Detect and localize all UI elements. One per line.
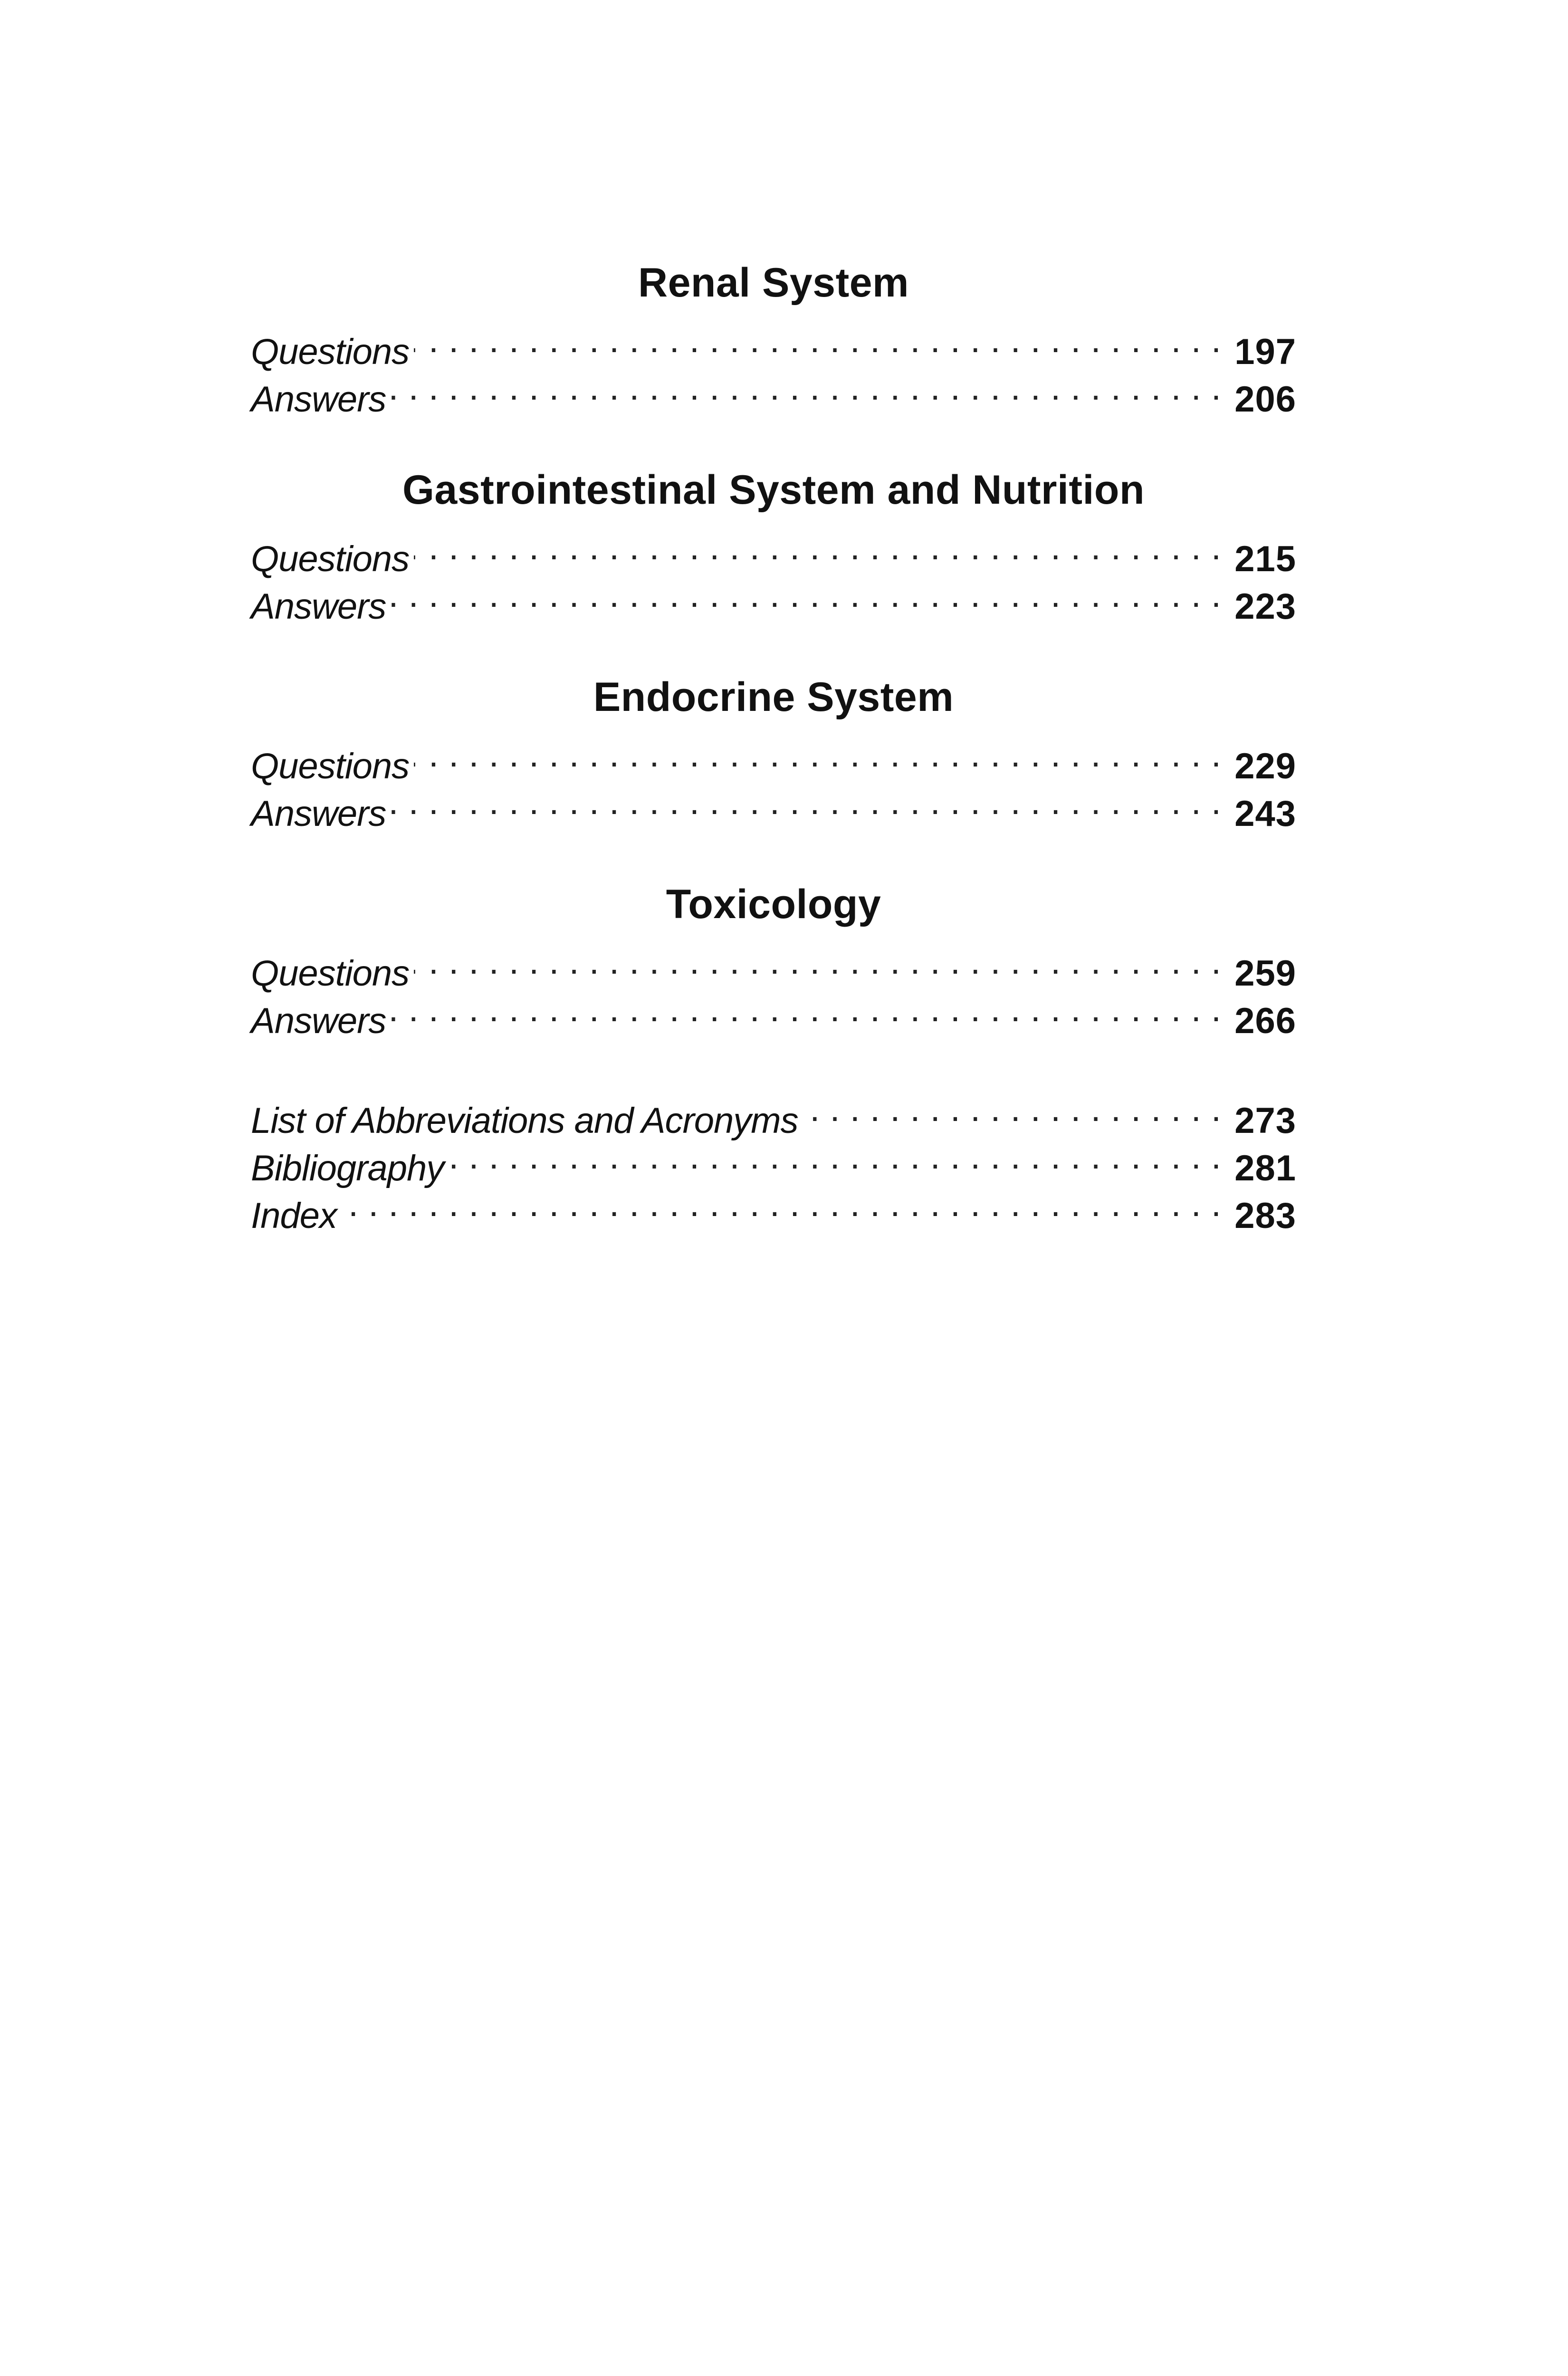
entry-page-number: 243	[1234, 794, 1296, 834]
entry-page-number: 223	[1234, 586, 1296, 627]
dot-leader	[414, 524, 1221, 571]
toc-entry-questions[interactable]	[251, 938, 1296, 994]
entry-label: Bibliography	[251, 1148, 444, 1188]
entry-page-number: 229	[1234, 746, 1296, 786]
dot-leader	[414, 316, 1221, 364]
toc-entry-index[interactable]	[251, 1180, 1296, 1236]
entry-label: Answers	[251, 379, 386, 420]
toc-entry-answers[interactable]	[251, 364, 1296, 420]
toc-entry-answers[interactable]	[251, 571, 1296, 627]
section-heading: Toxicology	[666, 881, 881, 927]
entry-page-number: 283	[1234, 1196, 1296, 1236]
toc-entry-answers[interactable]	[251, 986, 1296, 1041]
toc-entry-abbreviations[interactable]	[251, 1085, 1296, 1141]
entry-label: Answers	[251, 794, 386, 834]
entry-label: Questions	[251, 953, 410, 994]
toc-section-toxicology	[251, 878, 1296, 1041]
dot-leader	[414, 938, 1221, 986]
toc-entry-questions[interactable]	[251, 731, 1296, 786]
section-heading: Renal System	[638, 260, 909, 306]
dot-leader	[391, 364, 1221, 412]
toc-section-gastrointestinal-system	[251, 464, 1296, 627]
dot-leader	[449, 1133, 1221, 1180]
toc-entry-questions[interactable]	[251, 524, 1296, 579]
dot-leader	[391, 571, 1221, 619]
toc-backmatter	[251, 1085, 1296, 1236]
toc-entry-questions[interactable]	[251, 316, 1296, 372]
section-heading: Gastrointestinal System and Nutrition	[402, 467, 1145, 513]
entry-label: Index	[251, 1196, 337, 1236]
entry-page-number: 273	[1234, 1101, 1296, 1141]
entry-label: Answers	[251, 1001, 386, 1041]
table-of-contents	[251, 257, 1296, 1236]
entry-page-number: 266	[1234, 1001, 1296, 1041]
dot-leader	[803, 1085, 1221, 1133]
dot-leader	[391, 778, 1221, 826]
dot-leader	[414, 731, 1221, 778]
entry-page-number: 197	[1234, 332, 1296, 372]
entry-label: Questions	[251, 746, 410, 786]
entry-label: Answers	[251, 586, 386, 627]
section-heading: Endocrine System	[593, 674, 954, 720]
toc-entry-answers[interactable]	[251, 778, 1296, 834]
entry-page-number: 215	[1234, 539, 1296, 579]
entry-page-number: 281	[1234, 1148, 1296, 1188]
entry-label: Questions	[251, 539, 410, 579]
toc-section-endocrine-system	[251, 671, 1296, 834]
dot-leader	[342, 1180, 1221, 1228]
entry-page-number: 206	[1234, 379, 1296, 420]
dot-leader	[391, 986, 1221, 1033]
entry-label: List of Abbreviations and Acronyms	[251, 1101, 798, 1141]
entry-page-number: 259	[1234, 953, 1296, 994]
toc-section-renal-system	[251, 257, 1296, 420]
entry-label: Questions	[251, 332, 410, 372]
